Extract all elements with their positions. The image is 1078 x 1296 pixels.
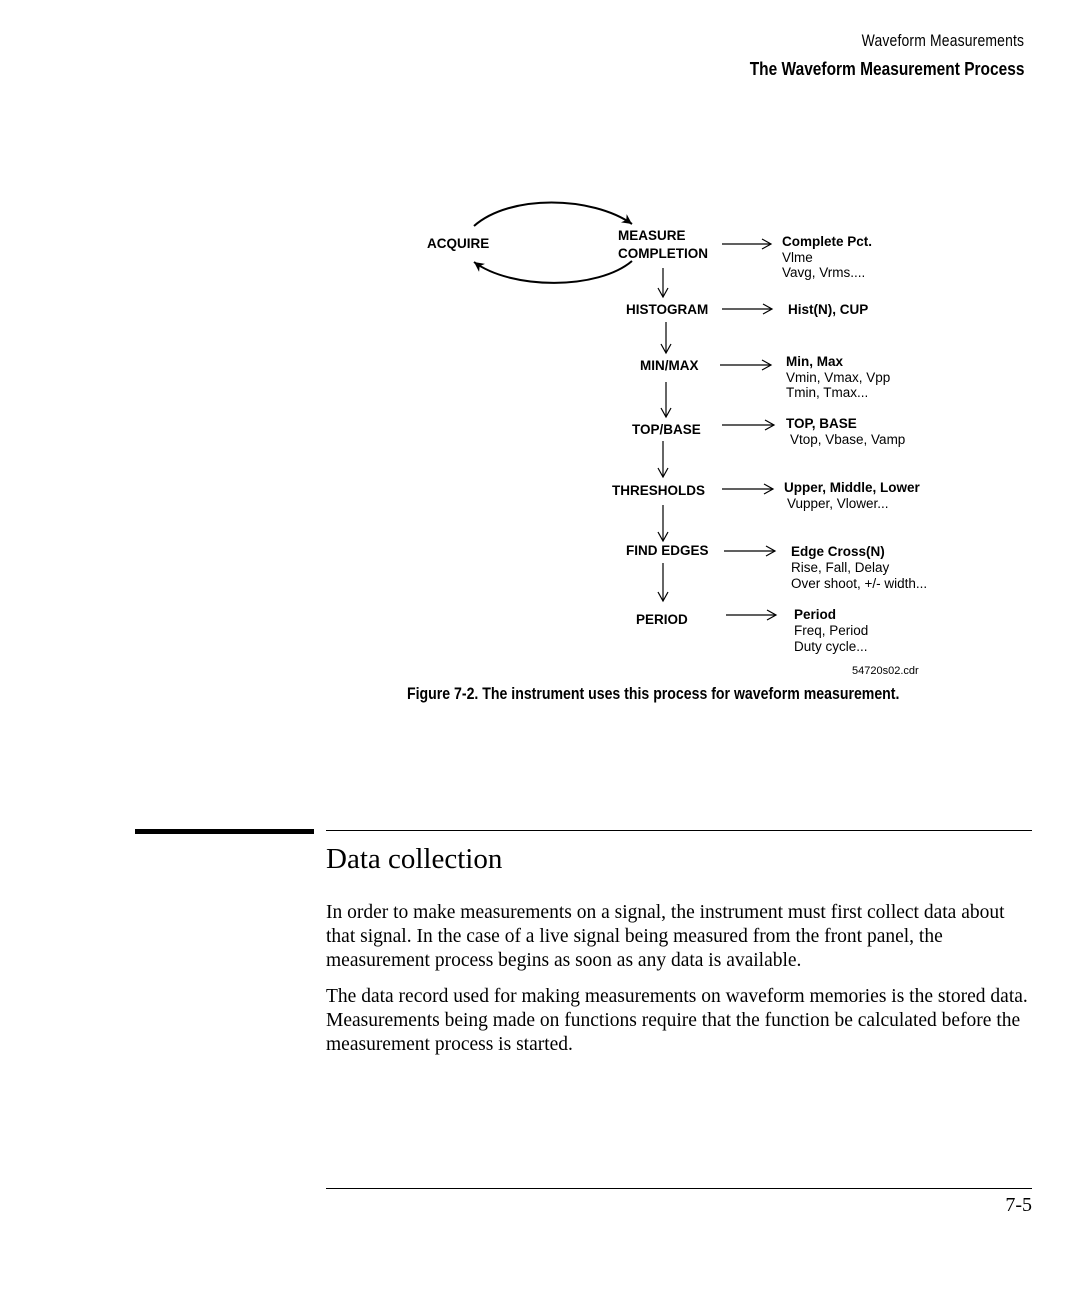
body-paragraph-2: The data record used for making measurements on waveform memories is the stored data. Measurements being made on functions require that the function be calculated before the measurement process is started. bbox=[326, 986, 1028, 1055]
result-complete-title: Complete Pct. bbox=[782, 234, 873, 249]
loop-arrow-top bbox=[474, 203, 632, 227]
running-header-title: The Waveform Measurement Process bbox=[749, 59, 1024, 79]
result-period-title: Period bbox=[794, 607, 837, 622]
figure-file-name: 54720s02.cdr bbox=[852, 665, 919, 677]
node-acquire: ACQUIRE bbox=[427, 236, 490, 251]
result-complete-line-3: Vavg, Vrms.... bbox=[782, 265, 866, 280]
page-number: 7-5 bbox=[1005, 1194, 1032, 1216]
node-thresholds: THRESHOLDS bbox=[612, 483, 706, 498]
figure-caption: Figure 7-2. The instrument uses this process for waveform measurement. bbox=[407, 684, 900, 703]
result-complete bbox=[782, 234, 872, 281]
node-find-edges: FIND EDGES bbox=[626, 543, 709, 558]
result-minmax-title: Min, Max bbox=[786, 354, 844, 369]
result-complete-line-2: Vlme bbox=[782, 249, 813, 265]
node-period: PERIOD bbox=[636, 612, 688, 627]
footer-rule bbox=[326, 1188, 1032, 1189]
loop-arrow-bottom bbox=[474, 261, 632, 283]
result-topbase-title: TOP, BASE bbox=[786, 416, 857, 431]
result-edges-title: Edge Cross(N) bbox=[791, 544, 885, 559]
result-hist bbox=[788, 302, 868, 318]
result-thresholds-line-2: Vupper, Vlower... bbox=[787, 495, 889, 511]
section-rule-thick bbox=[135, 829, 314, 834]
running-header-section: Waveform Measurements bbox=[861, 31, 1024, 50]
result-thresholds-title: Upper, Middle, Lower bbox=[784, 480, 920, 495]
result-minmax-line-2: Vmin, Vmax, Vpp bbox=[786, 369, 891, 385]
result-thresholds bbox=[784, 480, 920, 511]
section-heading: Data collection bbox=[326, 843, 503, 875]
node-min-max: MIN/MAX bbox=[640, 358, 699, 373]
result-hist-title: Hist(N), CUP bbox=[788, 302, 869, 317]
node-histogram: HISTOGRAM bbox=[626, 302, 709, 317]
result-period-line-3: Duty cycle... bbox=[794, 639, 868, 654]
node-top-base: TOP/BASE bbox=[632, 422, 701, 437]
result-edges bbox=[791, 544, 927, 592]
result-topbase bbox=[786, 416, 905, 447]
body-paragraph-1: In order to make measurements on a signal, the instrument must first collect data about that signal. In the case of a live signal being measured from the front panel, the measurement process begins as soon as any data is available. bbox=[326, 902, 1005, 971]
result-topbase-line-2: Vtop, Vbase, Vamp bbox=[790, 431, 906, 447]
result-edges-line-2: Rise, Fall, Delay bbox=[791, 559, 890, 575]
result-edges-line-3: Over shoot, +/- width... bbox=[791, 576, 928, 591]
result-period-line-2: Freq, Period bbox=[794, 622, 869, 638]
section-rule-thin bbox=[326, 830, 1032, 831]
node-measure-line-1: MEASURE bbox=[618, 228, 686, 243]
result-period bbox=[794, 607, 868, 655]
result-minmax bbox=[786, 354, 890, 401]
node-measure-completion bbox=[618, 228, 708, 261]
result-minmax-line-3: Tmin, Tmax... bbox=[786, 385, 869, 400]
node-measure-line-2: COMPLETION bbox=[618, 245, 708, 261]
